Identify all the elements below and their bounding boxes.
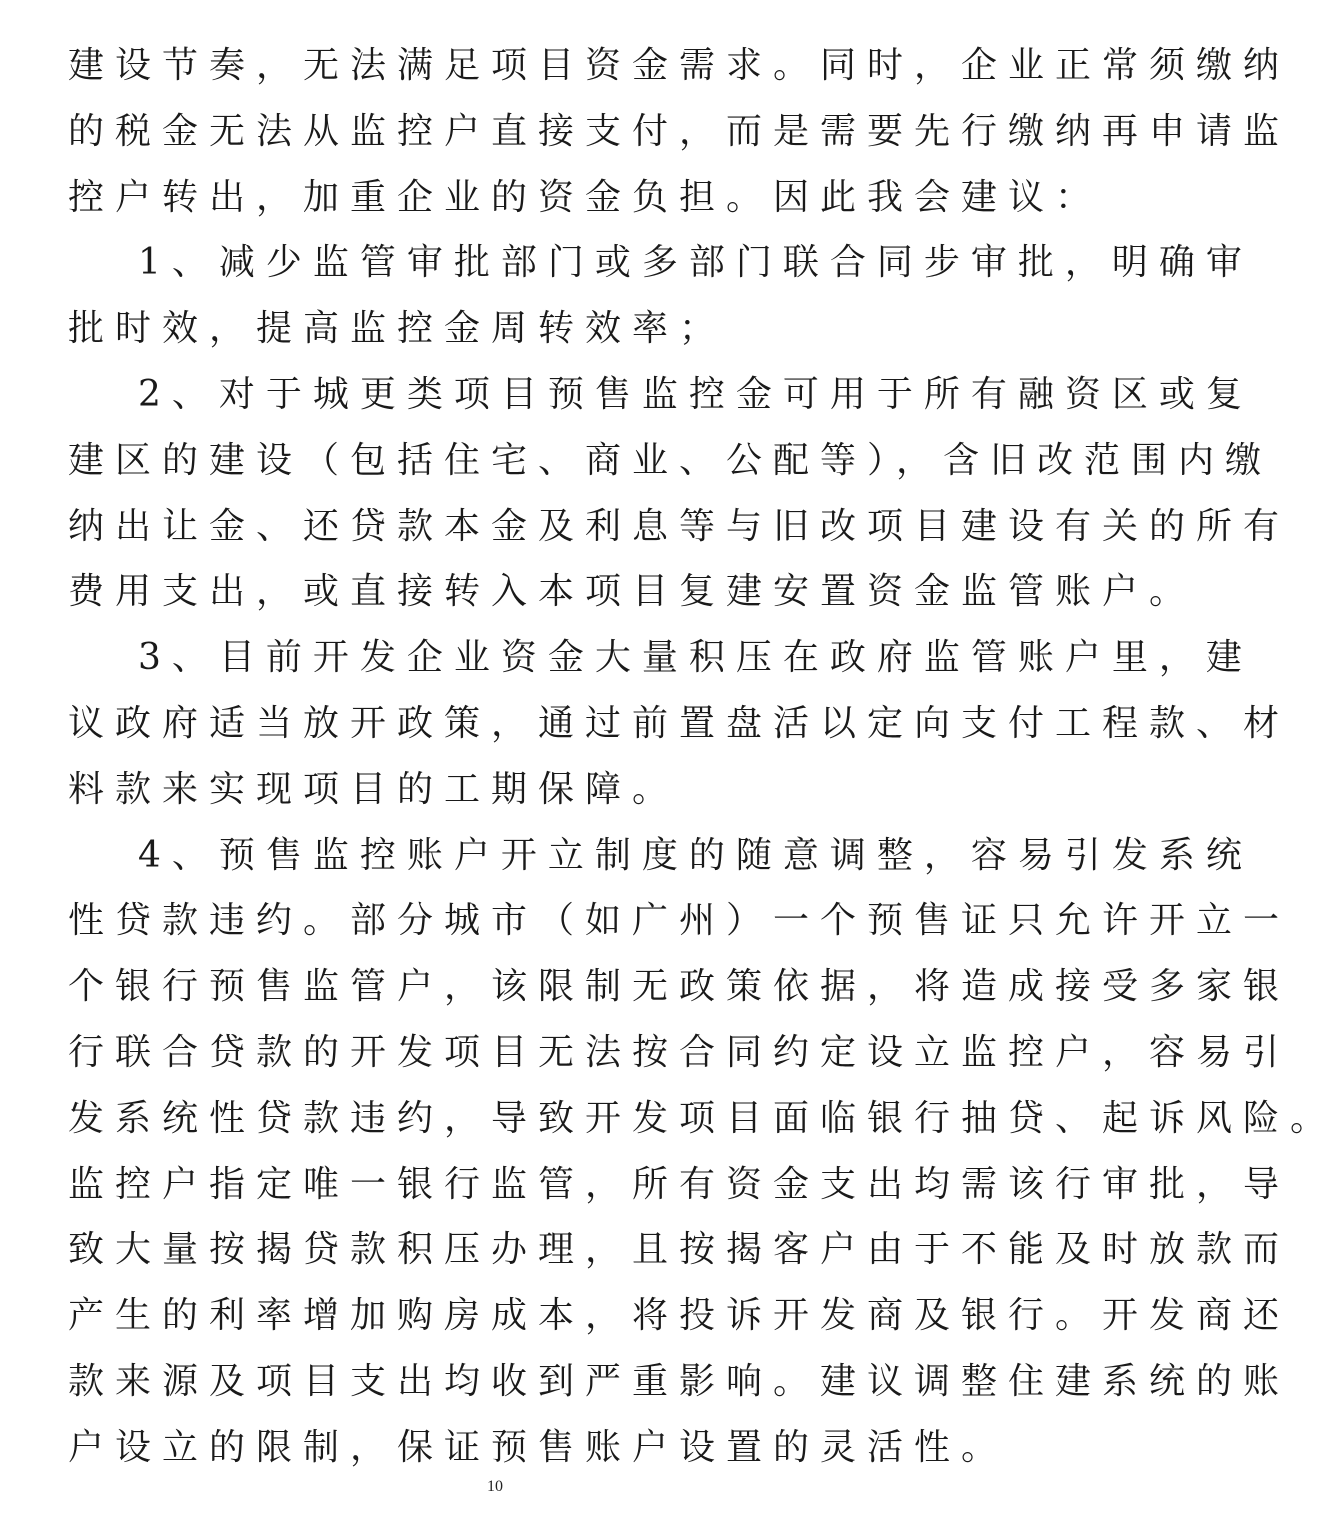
text-line: 建区的建设（包括住宅、商业、公配等），含旧改范围内缴 xyxy=(68,439,1273,481)
list-item-3-line: 3、目前开发企业资金大量积压在政府监管账户里，建 xyxy=(138,637,1253,679)
text-line: 控户转出，加重企业的资金负担。因此我会建议： xyxy=(68,176,1103,218)
text-line: 款来源及项目支出均收到严重影响。建议调整住建系统的账 xyxy=(68,1360,1291,1402)
text-line: 纳出让金、还贷款本金及利息等与旧改项目建设有关的所有 xyxy=(68,505,1291,547)
text-line: 料款来实现项目的工期保障。 xyxy=(68,768,680,810)
text-line: 行联合贷款的开发项目无法按合同约定设立监控户，容易引 xyxy=(68,1031,1291,1073)
text-line: 产生的利率增加购房成本，将投诉开发商及银行。开发商还 xyxy=(68,1295,1291,1337)
text-line: 户设立的限制，保证预售账户设置的灵活性。 xyxy=(68,1426,1009,1468)
page-number: 10 xyxy=(487,1478,503,1495)
text-line: 批时效，提高监控金周转效率； xyxy=(68,308,727,350)
text-line: 监控户指定唯一银行监管，所有资金支出均需该行审批，导 xyxy=(68,1163,1291,1205)
text-line: 发系统性贷款违约，导致开发项目面临银行抽贷、起诉风险。 xyxy=(68,1097,1337,1139)
body-text xyxy=(68,33,1337,1481)
text-line: 议政府适当放开政策，通过前置盘活以定向支付工程款、材 xyxy=(68,702,1291,744)
list-item-4-line: 4、预售监控账户开立制度的随意调整，容易引发系统 xyxy=(138,834,1253,876)
list-item-2-line: 2、对于城更类项目预售监控金可用于所有融资区或复 xyxy=(138,373,1253,415)
text-line: 个银行预售监管户，该限制无政策依据，将造成接受多家银 xyxy=(68,966,1291,1008)
list-item-1-line: 1、减少监管审批部门或多部门联合同步审批，明确审 xyxy=(138,242,1253,284)
text-line: 建设节奏，无法满足项目资金需求。同时，企业正常须缴纳 xyxy=(68,45,1291,86)
text-line: 费用支出，或直接转入本项目复建安置资金监管账户。 xyxy=(68,571,1197,613)
text-line: 性贷款违约。部分城市（如广州）一个预售证只允许开立一 xyxy=(68,900,1291,942)
text-line: 致大量按揭贷款积压办理，且按揭客户由于不能及时放款而 xyxy=(68,1229,1291,1271)
text-line: 的税金无法从监控户直接支付，而是需要先行缴纳再申请监 xyxy=(68,110,1291,152)
